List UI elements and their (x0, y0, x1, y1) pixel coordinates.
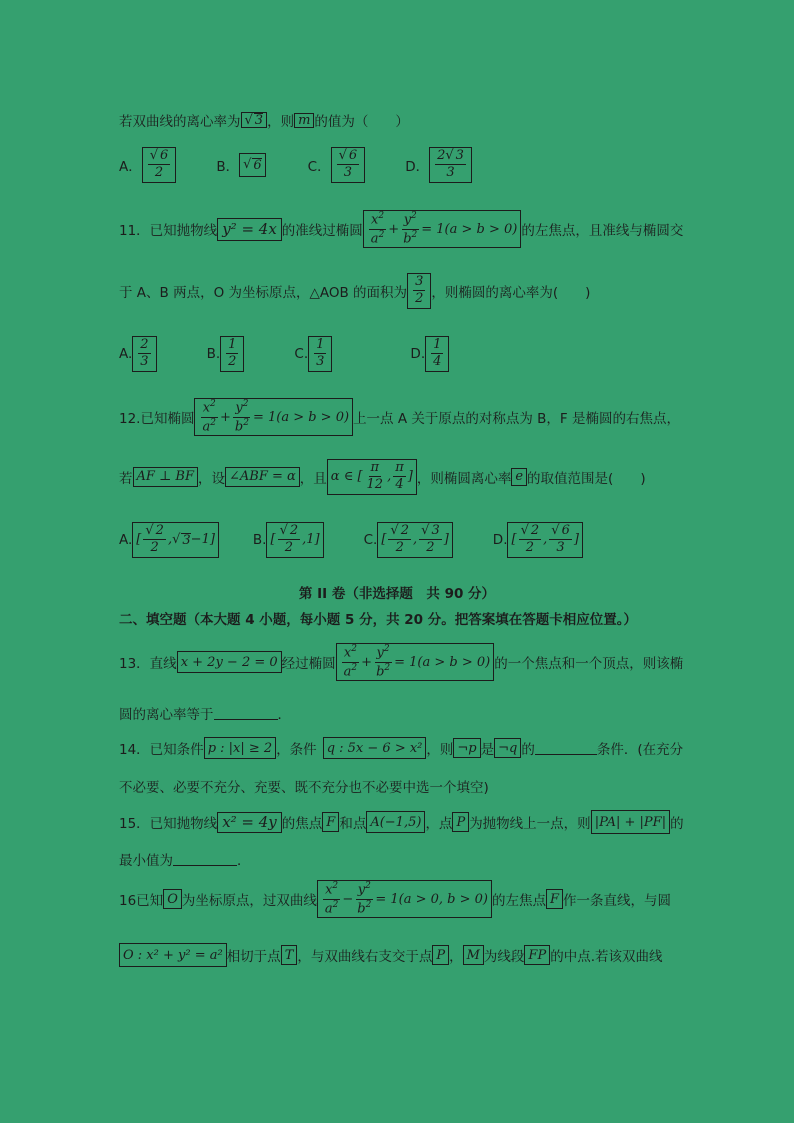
q16-line1: 16已知 O 为坐标原点，过双曲线 $\frac{x^2}{a^2}$ − $\frac{y^2}{b^2}$ = 1(a > 0, b > 0) 的左焦点 F 作一条直线，与圆 (119, 880, 671, 918)
answer-blank-15[interactable] (173, 853, 237, 866)
segment-fp: FP (524, 945, 550, 965)
q11-options (119, 336, 449, 372)
q11-line2: 于 A、B 两点，O 为坐标原点，△AOB 的面积为 $\frac{3}{2}$ ，则椭圆的离心率为( ) (119, 273, 590, 309)
ellipse-equation-13: $\frac{x^2}{a^2}$ + $\frac{y^2}{b^2}$ = 1(a > b > 0) (336, 643, 495, 681)
q15-line1: 15．已知抛物线 x² = 4y 的焦点 F 和点 A(−1,5) ，点 P 为抛物线上一点，则 |PA| + |PF| 的 (119, 810, 684, 834)
q11-line1: 11．已知抛物线 y² = 4x 的准线过椭圆 $\frac{x^2}{a^2}$ + $\frac{y^2}{b^2}$ = 1(a > b > 0) 的左焦点，且准线与椭圆交 (119, 210, 683, 248)
origin-o: O (163, 889, 182, 909)
variable-e: e (511, 468, 527, 486)
hyperbola-equation: $\frac{x^2}{a^2}$ − $\frac{y^2}{b^2}$ = 1(a > 0, b > 0) (317, 880, 492, 918)
parabola-15: x² = 4y (217, 812, 282, 833)
not-p: ¬p (453, 738, 480, 758)
q12-line1: 12.已知椭圆 $\frac{x^2}{a^2}$ + $\frac{y^2}{b^2}$ = 1(a > b > 0) 上一点 A 关于原点的对称点为 B，F 是椭圆的右焦点， (119, 398, 680, 436)
eccentricity-value: √ 3 (241, 112, 268, 128)
line-equation: x + 2y − 2 = 0 (177, 651, 282, 673)
q10-text-mid: ，则 (267, 114, 295, 130)
focus-f: F (322, 812, 339, 832)
ellipse-equation: $\frac{x^2}{a^2}$ + $\frac{y^2}{b^2}$ = 1(a > b > 0) (363, 210, 522, 248)
q14-line2: 不必要、必要不充分、充要、既不充分也不必要中选一个填空) (119, 780, 489, 796)
q10-option-a[interactable]: A． $\frac{√ 6}{2}$ (119, 147, 176, 183)
left-focus-f: F (546, 889, 563, 909)
distance-sum: |PA| + |PF| (591, 810, 670, 834)
section-title: 第 II 卷（非选择题 共 90 分） (298, 586, 496, 602)
point-p-16: P (432, 945, 449, 965)
answer-blank-13[interactable] (214, 707, 278, 720)
triangle-area: $\frac{3}{2}$ (407, 273, 431, 309)
q10-line (119, 110, 409, 130)
q13-line2: 圆的离心率等于 ． (119, 707, 291, 723)
variable-m: m (294, 113, 314, 128)
q16-line2: O : x² + y² = a² 相切于点 T ，与双曲线右支交于点 P ， M 为线段 FP 的中点.若该双曲线 (119, 943, 663, 967)
not-q: ¬q (494, 738, 521, 758)
midpoint-m: M (463, 945, 484, 965)
section-subtitle: 二、填空题（本大题 4 小题，每小题 5 分，共 20 分。把答案填在答题卡相应位置。） (119, 612, 638, 628)
condition-q: q : 5x − 6 > x² (323, 737, 427, 759)
parabola-equation: y² = 4x (217, 218, 282, 241)
circle-equation: O : x² + y² = a² (119, 943, 227, 967)
answer-blank-14[interactable] (535, 742, 597, 755)
q10-text-post: 的值为（ ） (314, 114, 409, 130)
point-a: A(−1,5) (366, 811, 425, 833)
alpha-range: α ∈ [ $\frac{\pi}{12}$ , $\frac{\pi}{4}$ ] (327, 459, 417, 495)
q15-line2: 最小值为 ． (119, 853, 251, 869)
angle-definition: ∠ABF = α (225, 467, 300, 487)
q14-line1: 14．已知条件 p : |x| ≥ 2 ，条件 q : 5x − 6 > x² ，则 ¬p 是 ¬q 的 条件．(在充分 (119, 737, 683, 759)
q11-option-a[interactable]: A. $\frac{2}{3}$ (119, 336, 157, 372)
q12-option-a[interactable]: A. [ $\frac{√ 2}{2}$ , √ 3 −1] (119, 522, 219, 558)
point-t: T (281, 945, 298, 965)
q10-option-b[interactable]: B． √ 6 (216, 153, 265, 177)
q11-option-b[interactable]: B. $\frac{1}{2}$ (207, 336, 245, 372)
q12-line2: 若 AF ⊥ BF ，设 ∠ABF = α ，且 α ∈ [ $\frac{\pi}{12}$ , $\frac{\pi}{4}$ ] ，则椭圆离心率 e 的取值范围是( ) (119, 459, 646, 495)
point-p: P (452, 812, 469, 832)
q12-option-d[interactable]: D. [ $\frac{√ 2}{2}$ , $\frac{√ 6}{3}$ ] (493, 522, 583, 558)
q11-option-c[interactable]: C. $\frac{1}{3}$ (294, 336, 332, 372)
ellipse-equation-12: $\frac{x^2}{a^2}$ + $\frac{y^2}{b^2}$ = 1(a > b > 0) (194, 398, 353, 436)
q10-text-pre: 若双曲线的离心率为 (119, 114, 241, 130)
q12-options (119, 522, 583, 558)
q12-option-b[interactable]: B. [ $\frac{√ 2}{2}$ ,1] (253, 522, 324, 558)
condition-p: p : |x| ≥ 2 (204, 737, 277, 759)
perpendicular-condition: AF ⊥ BF (133, 467, 198, 487)
q12-option-c[interactable]: C. [ $\frac{√ 2}{2}$ , $\frac{√ 3}{2}$ ] (364, 522, 453, 558)
q10-option-d[interactable]: D． $\frac{2√ 3}{3}$ (405, 147, 472, 183)
q11-option-d[interactable]: D. $\frac{1}{4}$ (410, 336, 449, 372)
q13-line1: 13．直线 x + 2y − 2 = 0 经过椭圆 $\frac{x^2}{a^2}$ + $\frac{y^2}{b^2}$ = 1(a > b > 0) 的一个焦点和一个顶点，则该椭 (119, 643, 683, 681)
q10-options (119, 147, 472, 183)
q10-option-c[interactable]: C． $\frac{√ 6}{3}$ (308, 147, 366, 183)
